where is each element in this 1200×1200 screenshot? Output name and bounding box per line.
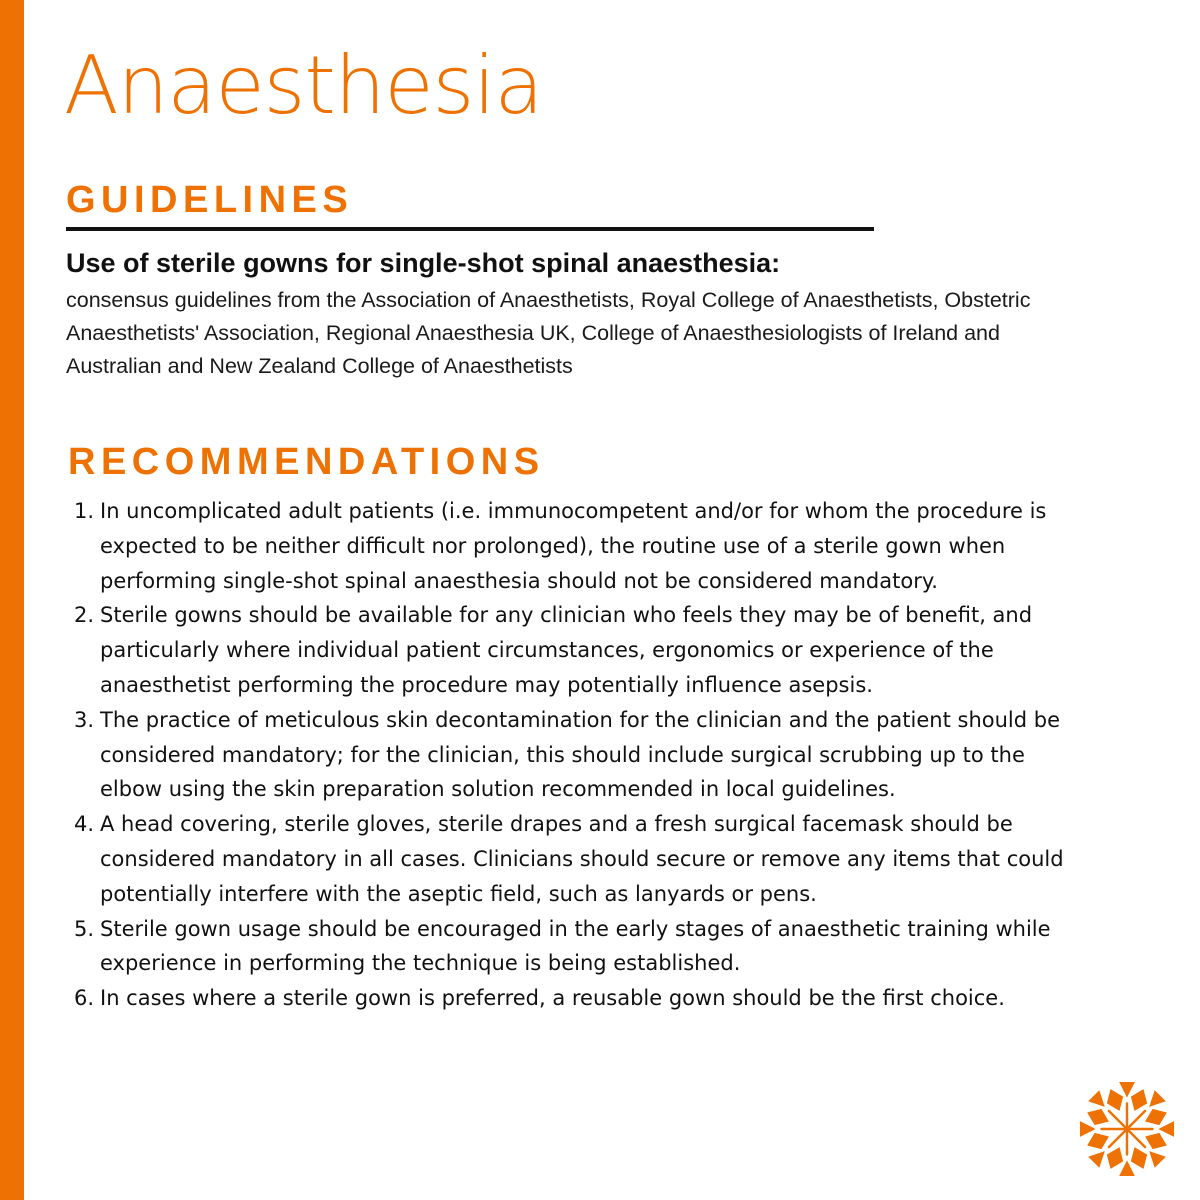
recommendations-heading: RECOMMENDATIONS [68,441,545,483]
recommendation-item-1 [66,494,1066,598]
recommendation-number: 3. [74,707,95,732]
guideline-title: Use of sterile gowns for single-shot spinal anaesthesia: [66,248,781,278]
recommendation-item-2 [66,598,1066,702]
recommendation-text: In cases where a sterile gown is preferred, a reusable gown should be the first choice. [100,986,1005,1011]
recommendation-item-4 [66,807,1066,911]
recommendation-item-3 [66,703,1066,807]
guidelines-heading: GUIDELINES [66,179,354,221]
recommendation-item-6 [66,981,1066,1016]
recommendation-item-5 [66,912,1066,982]
recommendation-text: Sterile gowns should be available for any clinician who feels they may be of benefit, and particularly where individual patient circumstances, ergonomics or experience of the anaesthetist performing the procedure may potentially influence asepsis. [100,603,1033,697]
divider-line [66,227,874,231]
recommendation-text: In uncomplicated adult patients (i.e. immunocompetent and/or for whom the procedure is expected to be neither difficult nor prolonged), the routine use of a sterile gown when performing single-shot spinal anaesthesia should not be considered mandatory. [100,499,1047,593]
recommendation-number: 4. [74,812,95,837]
guideline-subtitle: consensus guidelines from the Association of Anaesthetists, Royal College of Anaesthetists, Obstetric Anaesthetists' Association, Regional Anaesthesia UK, College of Anaesthesiologists of Ireland and Australian and New Zealand College of Anaesthetists [66,288,1031,378]
recommendation-text: Sterile gown usage should be encouraged in the early stages of anaesthetic training while experience in performing the technique is being established. [100,916,1051,976]
recommendation-number: 2. [74,603,95,628]
association-logo-icon [1078,1080,1176,1178]
recommendation-number: 1. [74,499,95,523]
recommendation-text: A head covering, sterile gloves, sterile drapes and a fresh surgical facemask should be considered mandatory in all cases. Clinicians should secure or remove any items that could potentially interfere with the aseptic field, such as lanyards or pens. [100,812,1064,906]
recommendation-number: 6. [74,986,95,1011]
side-accent-bar [0,0,24,1200]
recommendation-text: The practice of meticulous skin decontamination for the clinician and the patient should be considered mandatory; for the clinician, this should include surgical scrubbing up to the elbow using the skin preparation solution recommended in local guidelines. [100,707,1061,802]
journal-title: Anaesthesia [64,39,543,132]
recommendations-list [66,494,1066,1016]
recommendation-number: 5. [74,916,95,941]
